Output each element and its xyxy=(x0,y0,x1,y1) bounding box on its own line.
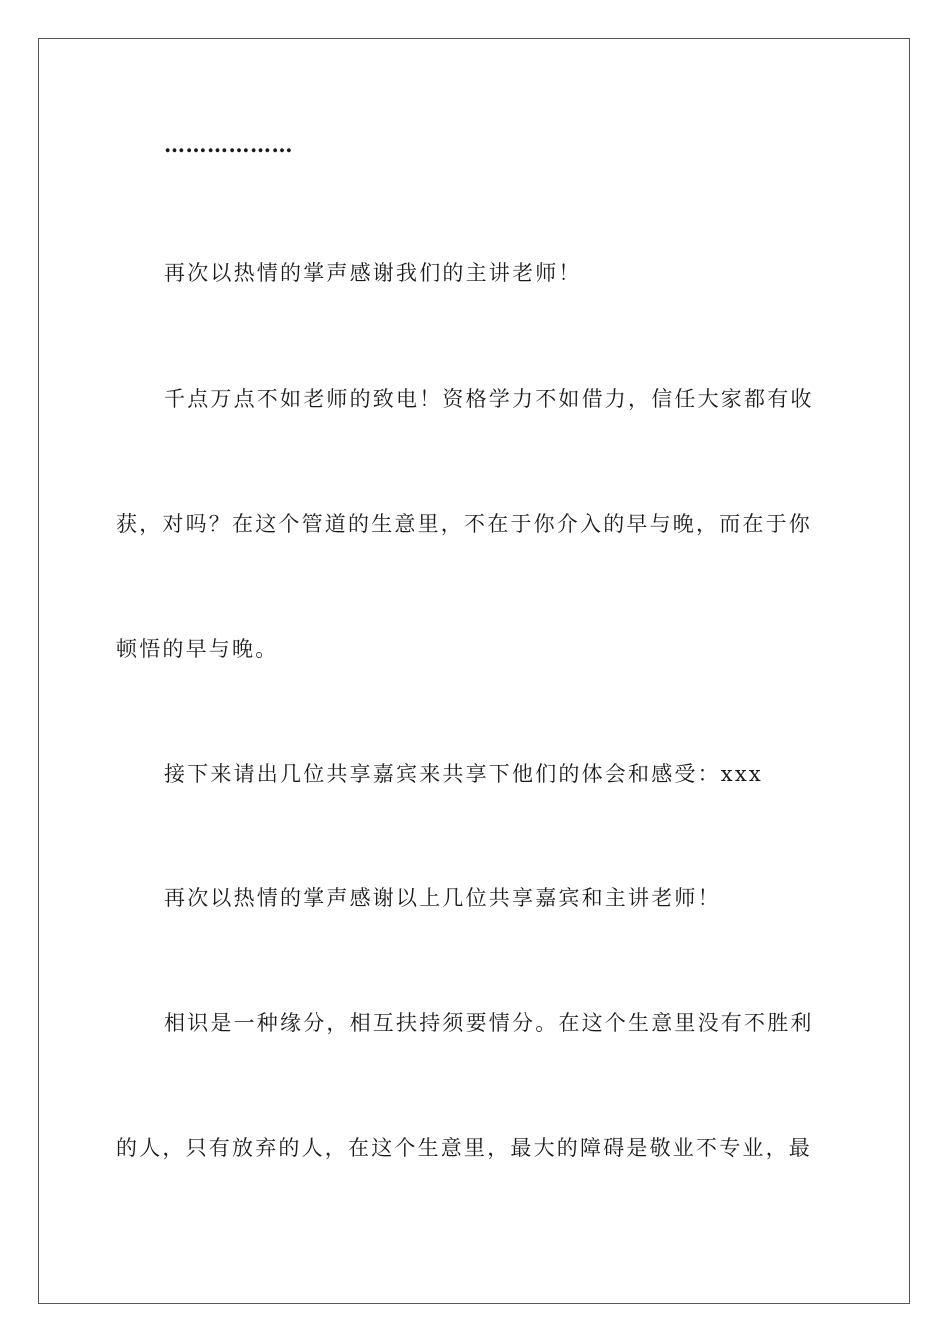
paragraph-line: 相识是一种缘分，相互扶持须要情分。在这个生意里没有不胜利 xyxy=(164,1011,814,1035)
ellipsis-line: ……………… xyxy=(164,132,293,157)
paragraph-line: 千点万点不如老师的致电！资格学力不如借力，信任大家都有收 xyxy=(164,387,814,411)
paragraph-line: 顿悟的早与晚。 xyxy=(116,637,279,661)
paragraph-line: 的人，只有放弃的人，在这个生意里，最大的障碍是敬业不专业，最 xyxy=(116,1136,812,1160)
paragraph-line: 获，对吗？在这个管道的生意里，不在于你介入的早与晚，而在于你 xyxy=(116,512,812,536)
paragraph-line: 再次以热情的掌声感谢以上几位共享嘉宾和主讲老师！ xyxy=(164,886,721,910)
paragraph-line: 再次以热情的掌声感谢我们的主讲老师！ xyxy=(164,261,582,285)
page-frame xyxy=(38,38,910,1304)
paragraph-line: 接下来请出几位共享嘉宾来共享下他们的体会和感受：xxx xyxy=(164,762,763,786)
